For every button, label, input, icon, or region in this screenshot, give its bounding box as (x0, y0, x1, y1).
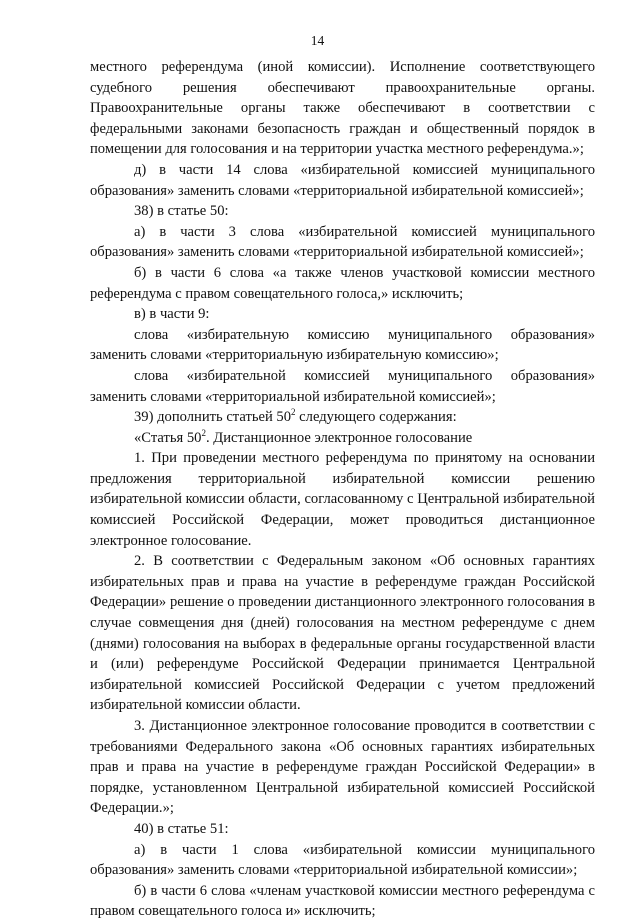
article-heading-superscript: 2 (201, 427, 206, 438)
article-50-2-heading (90, 428, 595, 449)
document-body (90, 57, 595, 922)
paragraph-item-40-b: б) в части 6 слова «членам участковой комиссии местного референдума с правом совещательного голоса и» исключить; (90, 882, 595, 920)
article-50-2-part-2: 2. В соответствии с Федеральным законом «Об основных гарантиях избирательных прав и права на участие в референдуме граждан Российской Федерации» решение о проведении дистанционного электронного голосования в случае совмещения дня (дней) голосования на местном референдуме с днем (днями) голосования на выборах в федеральные органы государственной власти и (или) референдуме Российской Федерации принимается Центральной избирательной комиссией Российской Федерации с учетом предложений избирательной комиссии области. (90, 553, 595, 714)
paragraph-item-38-v: в) в части 9: (134, 306, 210, 323)
article-50-2-part-1: 1. При проведении местного референдума по принятому на основании предложения территориальной избирательной комиссии решению избирательной комиссии области, согласованному с Центральной избирательной комиссией Российской Федерации, может проводиться дистанционное электронное голосование. (90, 450, 595, 549)
paragraph-item-40: 40) в статье 51: (134, 820, 229, 837)
article-heading-end: . Дистанционное электронное голосование (205, 429, 473, 446)
paragraph-court-decision-enforcement: местного референдума (иной комиссии). Исполнение соответствующего судебного решения обеспечивают правоохранительные органы. Правоохранительные органы также обеспечивают в соответствии с федеральными законами безопасность граждан и общественный порядок в помещении для голосования и на территории участка местного референдума.»; (90, 59, 595, 158)
item-39-text-start: 39) дополнить статьей 50 (134, 409, 292, 426)
article-heading-start: «Статья 50 (134, 429, 202, 446)
paragraph-part-14-amendment: д) в части 14 слова «избирательной комиссией муниципального образования» заменить словами «территориальной избирательной комиссией»; (90, 161, 595, 199)
paragraph-item-38-v-words-1: слова «избирательную комиссию муниципального образования» заменить словами «территориальную избирательную комиссию»; (90, 326, 595, 364)
item-39-superscript: 2 (291, 407, 296, 418)
paragraph-item-38-v-words-2: слова «избирательной комиссией муниципального образования» заменить словами «территориальной избирательной комиссией»; (90, 367, 595, 405)
item-39-text-end: следующего содержания: (295, 409, 457, 426)
page-number: 14 (310, 33, 325, 48)
paragraph-item-40-a: а) в части 1 слова «избирательной комиссии муниципального образования» заменить словами «территориальной избирательной комиссии»; (90, 841, 595, 879)
paragraph-item-38-b: б) в части 6 слова «а также членов участковой комиссии местного референдума с правом совещательного голоса,» исключить; (90, 264, 595, 302)
paragraph-item-38-a: а) в части 3 слова «избирательной комиссией муниципального образования» заменить словами «территориальной избирательной комиссией»; (90, 223, 595, 261)
paragraph-item-39 (90, 407, 595, 428)
paragraph-item-38: 38) в статье 50: (134, 203, 229, 220)
article-50-2-part-3: 3. Дистанционное электронное голосование проводится в соответствии с требованиями Федерального закона «Об основных гарантиях избирательных прав и права на участие в референдуме граждан Российской Федерации» в порядке, установленном Центральной избирательной комиссией Российской Федерации.»; (90, 718, 595, 817)
